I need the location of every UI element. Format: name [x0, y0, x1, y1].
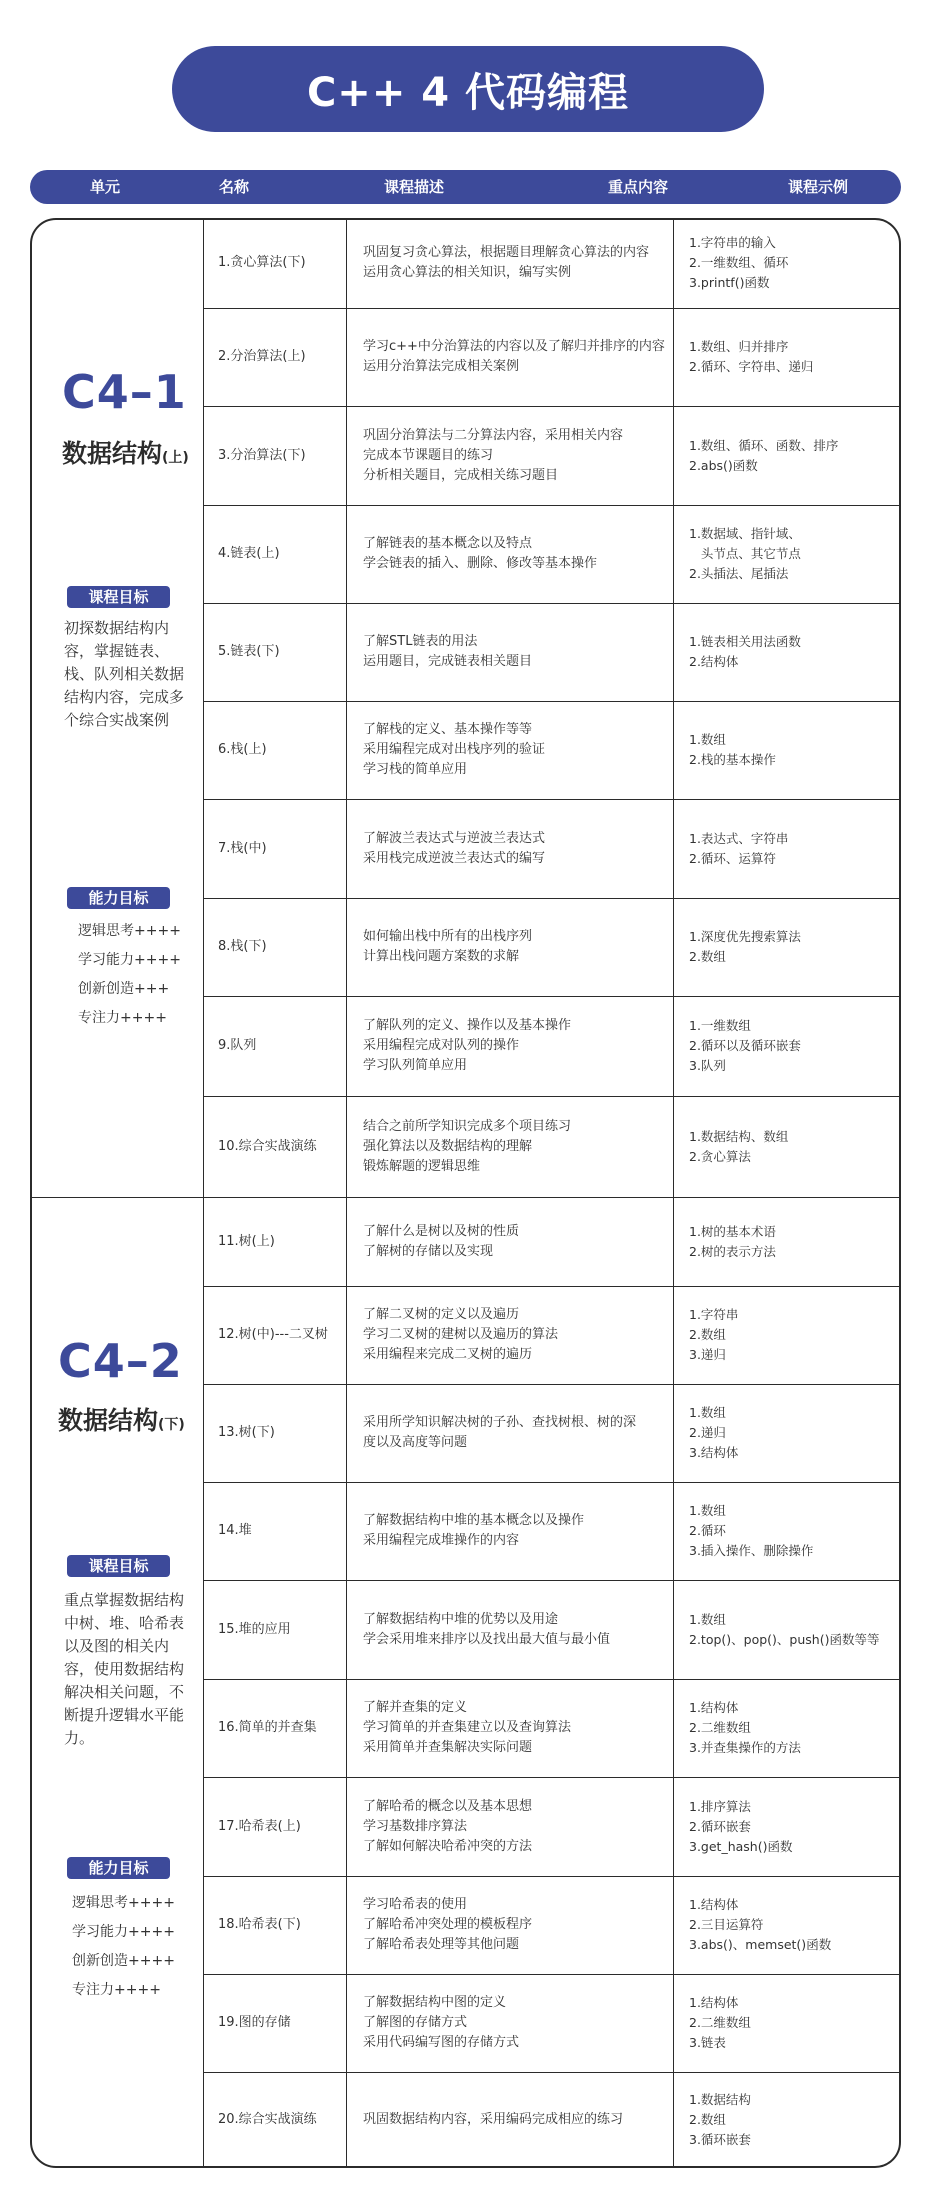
ability-item: 学习能力++++: [72, 1924, 175, 1940]
lesson-name: [204, 898, 346, 996]
course-goal-text: 重点掌握数据结构中树、堆、哈希表以及图的相关内容，使用数据结构解决相关问题，不断提升逻辑水平能力。: [64, 1591, 185, 1747]
lesson-name-text: 1.贪心算法(下): [218, 255, 306, 270]
lesson-examples: [674, 1286, 900, 1384]
description-line: 了解数据结构中堆的基本概念以及操作: [363, 1513, 585, 1528]
example-line: 1.数组、归并排序: [689, 339, 789, 354]
lesson-description: [347, 308, 673, 406]
example-line: 2.循环、运算符: [689, 850, 776, 866]
lesson-description: [347, 1974, 673, 2072]
lesson-description: [347, 1679, 673, 1777]
description-line: 学习哈希表的使用: [363, 1897, 468, 1912]
description-line: 学习简单的并查集建立以及查询算法: [363, 1720, 572, 1735]
example-line: 1.数组、循环、函数、排序: [689, 437, 839, 453]
example-line: 1.字符串: [689, 1307, 739, 1322]
lesson-name-text: 15.堆的应用: [218, 1621, 291, 1637]
description-line: 了解STL链表的用法: [363, 634, 478, 649]
header-name: 名称: [218, 178, 250, 196]
description-line: 运用题目，完成链表相关题目: [363, 654, 533, 669]
example-line: 1.树的基本术语: [689, 1223, 776, 1239]
ability-item: 创新创造+++: [78, 981, 170, 997]
description-line: 学会链表的插入、删除、修改等基本操作: [363, 556, 598, 571]
description-line: 了解如何解决哈希冲突的方法: [363, 1838, 533, 1854]
example-line: 2.栈的基本操作: [689, 752, 776, 767]
lesson-name: [204, 1974, 346, 2072]
description-line: 采用简单并查集解决实际问题: [363, 1740, 533, 1755]
lesson-examples: [674, 1580, 900, 1679]
example-line: 2.贪心算法: [689, 1148, 751, 1164]
lesson-name-text: 13.树(下): [218, 1425, 275, 1440]
description-line: 锻炼解题的逻辑思维: [363, 1158, 481, 1174]
example-line: 2.数组: [689, 2112, 726, 2127]
unit-title-suffix: (上): [162, 450, 189, 466]
header-description: 课程描述: [383, 178, 445, 196]
example-line: 头节点、其它节点: [689, 546, 801, 561]
description-line: 巩固复习贪心算法，根据题目理解贪心算法的内容: [363, 245, 650, 260]
course-goal-text: 初探数据结构内容，掌握链表、栈、队列相关数据结构内容，完成多个综合实战案例: [64, 619, 185, 729]
description-line: 了解树的存储以及实现: [363, 1243, 494, 1259]
description-line: 采用编程完成对队列的操作: [363, 1038, 520, 1053]
example-line: 1.结构体: [689, 1700, 739, 1715]
description-line: 采用编程完成堆操作的内容: [363, 1533, 520, 1548]
lesson-name: [204, 2072, 346, 2168]
description-line: 采用编程完成对出栈序列的验证: [363, 742, 546, 757]
lesson-examples: [674, 996, 900, 1096]
header-unit: 单元: [89, 178, 121, 196]
description-line: 了解链表的基本概念以及特点: [363, 536, 533, 551]
description-line: 分析相关题目，完成相关练习题目: [363, 467, 559, 483]
lesson-examples: [674, 1876, 900, 1974]
lesson-description: [347, 1482, 673, 1580]
description-line: 学习二叉树的建树以及遍历的算法: [363, 1327, 559, 1342]
example-line: 1.数组: [689, 1503, 726, 1518]
lesson-name-text: 4.链表(上): [218, 546, 280, 561]
lesson-description: [347, 1777, 673, 1876]
lesson-examples: [674, 799, 900, 898]
example-line: 3.abs()、memset()函数: [689, 1937, 832, 1952]
lesson-name: [204, 1096, 346, 1197]
description-line: 如何输出栈中所有的出栈序列: [363, 929, 533, 944]
description-line: 采用代码编写图的存储方式: [363, 2035, 520, 2050]
lesson-description: [347, 996, 673, 1096]
description-line: 学会采用堆来排序以及找出最大值与最小值: [363, 1631, 611, 1647]
lesson-description: [347, 799, 673, 898]
lesson-name: [204, 701, 346, 799]
ability-list: [72, 1889, 175, 2005]
example-line: 1.数据结构、数组: [689, 1128, 789, 1144]
description-line: 采用编程来完成二叉树的遍历: [363, 1347, 533, 1362]
example-line: 2.top()、pop()、push()函数等等: [689, 1631, 880, 1647]
lesson-examples: [674, 406, 900, 505]
lesson-examples: [674, 1482, 900, 1580]
lesson-examples: [674, 898, 900, 996]
example-line: 1.结构体: [689, 1897, 739, 1912]
example-line: 3.递归: [689, 1347, 726, 1362]
lesson-name: [204, 996, 346, 1096]
lesson-name-text: 8.栈(下): [218, 939, 267, 954]
lesson-description: [347, 1384, 673, 1482]
lesson-examples: [674, 701, 900, 799]
lesson-description: [347, 218, 673, 308]
lesson-examples: [674, 505, 900, 603]
lesson-examples: [674, 1974, 900, 2072]
lesson-name: [204, 406, 346, 505]
example-line: 2.头插法、尾插法: [689, 566, 789, 581]
example-line: 2.循环以及循环嵌套: [689, 1038, 801, 1053]
description-line: 了解哈希的概念以及基本思想: [363, 1798, 533, 1814]
lesson-description: [347, 603, 673, 701]
example-line: 1.数组: [689, 1405, 726, 1420]
description-line: 了解数据结构中堆的优势以及用途: [363, 1611, 559, 1627]
example-line: 1.结构体: [689, 1995, 739, 2010]
example-line: 3.链表: [689, 2035, 726, 2050]
example-line: 2.树的表示方法: [689, 1243, 776, 1259]
lesson-name-text: 7.栈(中): [218, 840, 267, 856]
example-line: 3.结构体: [689, 1445, 739, 1460]
description-line: 强化算法以及数据结构的理解: [363, 1138, 533, 1154]
description-line: 计算出栈问题方案数的求解: [363, 949, 520, 964]
description-line: 了解哈希冲突处理的模板程序: [363, 1917, 533, 1932]
example-line: 1.数组: [689, 1611, 726, 1627]
lesson-name: [204, 603, 346, 701]
lesson-examples: [674, 2072, 900, 2168]
unit-code: C4–2: [58, 1334, 183, 1388]
table-header: [30, 170, 901, 204]
example-line: 1.一维数组: [689, 1018, 751, 1033]
lesson-name: [204, 308, 346, 406]
lesson-name-text: 17.哈希表(上): [218, 1818, 301, 1834]
page-title: C++ 4 代码编程: [172, 46, 764, 132]
lesson-name: [204, 1482, 346, 1580]
description-line: 巩固数据结构内容，采用编码完成相应的练习: [363, 2112, 624, 2127]
lesson-examples: [674, 1197, 900, 1286]
example-line: 3.循环嵌套: [689, 2132, 751, 2147]
description-line: 学习基数排序算法: [363, 1818, 468, 1834]
lesson-description: [347, 1580, 673, 1679]
header-key-points: 重点内容: [607, 178, 669, 196]
lesson-name: [204, 1876, 346, 1974]
lesson-examples: [674, 1384, 900, 1482]
description-line: 结合之前所学知识完成多个项目练习: [363, 1118, 572, 1134]
lesson-name: [204, 799, 346, 898]
header-examples: 课程示例: [787, 178, 849, 196]
example-line: 2.循环嵌套: [689, 1818, 751, 1834]
unit-title-text: 数据结构: [58, 1406, 159, 1435]
example-line: 2.一维数组、循环: [689, 255, 789, 270]
example-line: 3.并查集操作的方法: [689, 1740, 801, 1755]
description-line: 完成本节课题目的练习: [363, 447, 494, 463]
lesson-name-text: 12.树(中)---二叉树: [218, 1327, 328, 1342]
example-line: 1.链表相关用法函数: [689, 634, 801, 649]
example-line: 2.循环: [689, 1523, 726, 1538]
example-line: 2.递归: [689, 1425, 726, 1440]
lesson-description: [347, 1197, 673, 1286]
example-line: 1.字符串的输入: [689, 235, 776, 250]
example-line: 1.数据域、指针域、: [689, 526, 801, 541]
unit-title-text: 数据结构: [62, 439, 163, 468]
lesson-description: [347, 505, 673, 603]
ability-list: [78, 917, 181, 1033]
unit-code: C4–1: [62, 365, 187, 419]
example-line: 1.表达式、字符串: [689, 830, 789, 846]
unit-title: [62, 434, 189, 470]
description-line: 了解队列的定义、操作以及基本操作: [363, 1018, 572, 1033]
course-goal-label: 课程目标: [67, 586, 170, 608]
description-line: 学习c++中分治算法的内容以及了解归并排序的内容: [363, 339, 665, 354]
description-line: 运用分治算法完成相关案例: [363, 359, 520, 374]
description-line: 了解波兰表达式与逆波兰表达式: [363, 830, 546, 846]
lesson-description: [347, 406, 673, 505]
description-line: 学习队列简单应用: [363, 1058, 468, 1073]
example-line: 3.printf()函数: [689, 275, 770, 290]
description-line: 了解图的存储方式: [363, 2015, 468, 2030]
lesson-name: [204, 1580, 346, 1679]
lesson-description: [347, 2072, 673, 2168]
lesson-examples: [674, 1777, 900, 1876]
example-line: 3.插入操作、删除操作: [689, 1543, 814, 1558]
lesson-description: [347, 898, 673, 996]
example-line: 2.循环、字符串、递归: [689, 359, 814, 374]
lesson-description: [347, 1286, 673, 1384]
example-line: 2.二维数组: [689, 1720, 751, 1735]
example-line: 2.数组: [689, 1327, 726, 1342]
ability-item: 创新创造++++: [72, 1953, 175, 1969]
lesson-name-text: 3.分治算法(下): [218, 447, 306, 463]
lesson-name-text: 20.综合实战演练: [218, 2112, 317, 2127]
ability-goal-label: 能力目标: [67, 1857, 170, 1879]
lesson-examples: [674, 1679, 900, 1777]
lesson-examples: [674, 1096, 900, 1197]
description-line: 了解哈希表处理等其他问题: [363, 1937, 520, 1952]
description-line: 了解二叉树的定义以及遍历: [363, 1307, 520, 1322]
description-line: 度以及高度等问题: [363, 1435, 468, 1450]
lesson-description: [347, 1876, 673, 1974]
example-line: 3.队列: [689, 1058, 726, 1073]
example-line: 2.数组: [689, 949, 726, 964]
lesson-name-text: 5.链表(下): [218, 644, 280, 659]
description-line: 了解什么是树以及树的性质: [363, 1223, 520, 1239]
lesson-name-text: 6.栈(上): [218, 742, 267, 757]
example-line: 3.get_hash()函数: [689, 1838, 793, 1854]
ability-goal-label: 能力目标: [67, 887, 170, 909]
ability-item: 学习能力++++: [78, 952, 181, 968]
example-line: 1.深度优先搜索算法: [689, 929, 801, 944]
lesson-name-text: 9.队列: [218, 1038, 257, 1053]
lesson-name-text: 2.分治算法(上): [218, 349, 306, 364]
description-line: 运用贪心算法的相关知识，编写实例: [363, 265, 572, 280]
lesson-name: [204, 218, 346, 308]
lesson-name: [204, 505, 346, 603]
lesson-name-text: 19.图的存储: [218, 2015, 291, 2030]
lesson-name: [204, 1679, 346, 1777]
lesson-name: [204, 1777, 346, 1876]
unit-title: [58, 1401, 185, 1437]
lesson-description: [347, 1096, 673, 1197]
lesson-name-text: 16.简单的并查集: [218, 1720, 317, 1735]
ability-item: 逻辑思考++++: [72, 1895, 175, 1911]
example-line: 1.排序算法: [689, 1798, 751, 1814]
lesson-name-text: 18.哈希表(下): [218, 1917, 301, 1932]
lesson-name-text: 14.堆: [218, 1523, 252, 1538]
lesson-examples: [674, 218, 900, 308]
lesson-name: [204, 1286, 346, 1384]
example-line: 1.数组: [689, 732, 726, 747]
unit-title-suffix: (下): [158, 1417, 185, 1433]
lesson-name-text: 10.综合实战演练: [218, 1138, 317, 1154]
ability-item: 逻辑思考++++: [78, 923, 181, 939]
description-line: 巩固分治算法与二分算法内容，采用相关内容: [363, 427, 624, 443]
description-line: 采用所学知识解决树的子孙、查找树根、树的深: [363, 1415, 637, 1430]
description-line: 了解栈的定义、基本操作等等: [363, 722, 533, 737]
example-line: 2.结构体: [689, 654, 739, 669]
lesson-examples: [674, 603, 900, 701]
lesson-examples: [674, 308, 900, 406]
lesson-description: [347, 701, 673, 799]
example-line: 2.二维数组: [689, 2015, 751, 2030]
description-line: 学习栈的简单应用: [363, 762, 468, 777]
ability-item: 专注力++++: [72, 1982, 161, 1998]
course-goal-label: 课程目标: [67, 1555, 170, 1577]
example-line: 1.数据结构: [689, 2092, 751, 2107]
ability-item: 专注力++++: [78, 1010, 167, 1026]
description-line: 采用栈完成逆波兰表达式的编写: [363, 850, 546, 866]
example-line: 2.三目运算符: [689, 1917, 764, 1932]
description-line: 了解数据结构中图的定义: [363, 1995, 507, 2010]
lesson-name: [204, 1384, 346, 1482]
example-line: 2.abs()函数: [689, 457, 758, 473]
description-line: 了解并查集的定义: [363, 1700, 468, 1715]
lesson-name-text: 11.树(上): [218, 1233, 275, 1249]
lesson-name: [204, 1197, 346, 1286]
